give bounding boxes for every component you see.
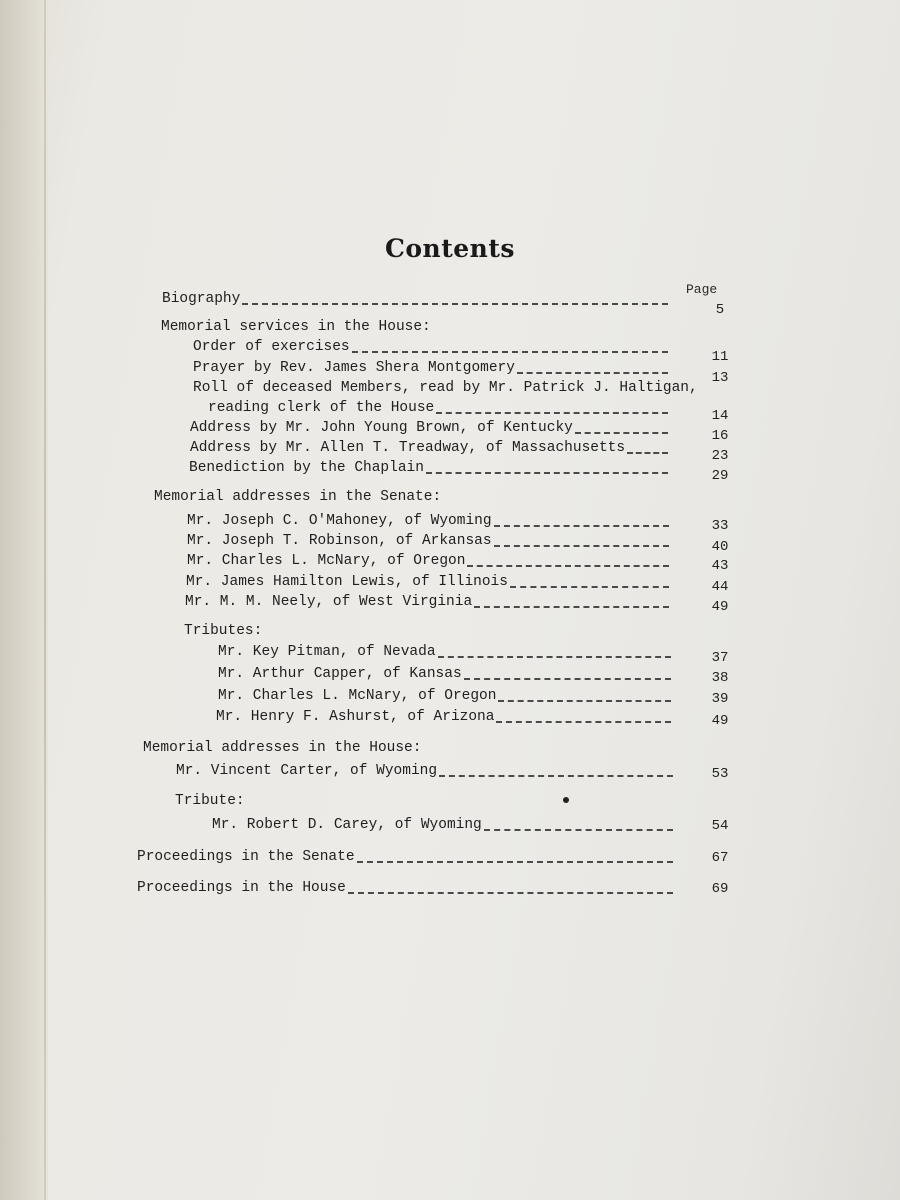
dot-leader <box>426 470 668 474</box>
toc-page-number: 40 <box>711 539 729 555</box>
toc-entry-address-brown <box>190 418 674 438</box>
toc-entry-label: reading clerk of the House <box>208 400 435 416</box>
toc-entry-order-of-exercises <box>193 337 674 357</box>
dot-leader <box>438 654 671 658</box>
dot-leader <box>494 543 669 547</box>
dot-leader <box>484 827 673 831</box>
toc-page-number: 53 <box>711 766 729 782</box>
toc-entry-label: Mr. Henry F. Ashurst, of Arizona <box>216 709 495 725</box>
toc-entry-label: Address by Mr. John Young Brown, of Kentucky <box>190 420 573 436</box>
toc-entry-capper <box>218 664 677 684</box>
toc-page-number: 37 <box>711 650 729 666</box>
toc-page-number: 38 <box>711 670 729 686</box>
toc-entry-label: Mr. Robert D. Carey, of Wyoming <box>212 817 482 833</box>
dot-leader <box>627 450 668 454</box>
toc-entry-label: Mr. Joseph C. O'Mahoney, of Wyoming <box>187 513 492 529</box>
section-heading-senate-addresses: Memorial addresses in the Senate: <box>154 489 442 505</box>
dot-leader <box>494 523 669 527</box>
toc-page-number: 14 <box>711 408 729 424</box>
toc-entry-label: Biography <box>162 291 241 307</box>
toc-entry-benediction <box>189 458 674 478</box>
toc-page-number: 33 <box>711 518 729 534</box>
section-heading-tributes: Tributes: <box>184 623 263 639</box>
book-gutter <box>0 0 48 1200</box>
dot-leader <box>517 370 668 374</box>
toc-entry-robinson <box>187 531 675 551</box>
toc-entry-label: Order of exercises <box>193 339 350 355</box>
toc-entry-label: Proceedings in the House <box>137 880 346 896</box>
toc-entry-prayer <box>193 358 674 378</box>
toc-page-number: 39 <box>711 691 729 707</box>
toc-entry-label: Mr. M. M. Neely, of West Virginia <box>185 594 473 610</box>
toc-entry-carey <box>212 815 679 835</box>
toc-entry-label: Benediction by the Chaplain <box>189 460 424 476</box>
toc-page-number: 54 <box>711 818 729 834</box>
toc-entry-roll-of-members <box>208 398 674 418</box>
toc-page-number: 69 <box>711 881 729 897</box>
dot-leader <box>242 301 668 305</box>
ink-mark <box>563 797 569 803</box>
toc-entry-mcnary-tribute <box>218 686 677 706</box>
toc-entry-label: Mr. Arthur Capper, of Kansas <box>218 666 462 682</box>
dot-leader <box>575 430 668 434</box>
toc-entry-label: Address by Mr. Allen T. Treadway, of Massachusetts <box>190 440 626 456</box>
toc-entry-proceedings-senate <box>137 847 679 867</box>
toc-page-number: 49 <box>711 599 729 615</box>
dot-leader <box>474 604 669 608</box>
dot-leader <box>496 719 671 723</box>
toc-entry-biography <box>162 289 674 309</box>
section-heading-tribute: Tribute: <box>175 793 245 809</box>
toc-entry-label: Mr. Key Pitman, of Nevada <box>218 644 436 660</box>
dot-leader <box>348 890 673 894</box>
page-fold-line <box>44 0 46 1200</box>
toc-entry-label: Mr. Vincent Carter, of Wyoming <box>176 763 438 779</box>
toc-entry-proceedings-house <box>137 878 679 898</box>
contents-title: Contents <box>384 234 515 263</box>
dot-leader <box>467 563 669 567</box>
toc-page-number: 67 <box>711 850 729 866</box>
toc-entry-label: Mr. Joseph T. Robinson, of Arkansas <box>187 533 492 549</box>
section-heading-house-addresses: Memorial addresses in the House: <box>143 740 422 756</box>
dot-leader <box>464 676 671 680</box>
toc-page-number: 23 <box>711 448 729 464</box>
toc-entry-label: Proceedings in the Senate <box>137 849 355 865</box>
dot-leader <box>352 349 668 353</box>
toc-entry-address-treadway <box>190 438 674 458</box>
dot-leader <box>436 410 668 414</box>
dot-leader <box>510 584 669 588</box>
toc-page-number: 5 <box>715 302 725 318</box>
toc-entry-roll-line1: Roll of deceased Members, read by Mr. Patrick J. Haltigan, <box>193 380 698 396</box>
section-heading-house-services: Memorial services in the House: <box>161 319 431 335</box>
toc-entry-omahoney <box>187 511 675 531</box>
toc-entry-carter <box>176 761 679 781</box>
toc-page-number: 49 <box>711 713 729 729</box>
toc-page-number: 29 <box>711 468 729 484</box>
toc-entry-mcnary-address <box>187 551 675 571</box>
toc-entry-neely <box>185 592 675 612</box>
page-column-label: Page <box>686 282 718 297</box>
toc-entry-label: Mr. James Hamilton Lewis, of Illinois <box>186 574 508 590</box>
toc-entry-pitman <box>218 642 677 662</box>
toc-page-number: 43 <box>711 558 729 574</box>
toc-page-number: 11 <box>711 349 729 365</box>
toc-entry-lewis <box>186 572 675 592</box>
dot-leader <box>357 859 673 863</box>
toc-entry-label: Prayer by Rev. James Shera Montgomery <box>193 360 515 376</box>
toc-page-number: 44 <box>711 579 729 595</box>
dot-leader <box>439 773 673 777</box>
toc-page-number: 13 <box>711 370 729 386</box>
dot-leader <box>498 698 671 702</box>
toc-entry-label: Mr. Charles L. McNary, of Oregon <box>218 688 497 704</box>
toc-entry-label: Mr. Charles L. McNary, of Oregon <box>187 553 466 569</box>
toc-entry-ashurst <box>216 707 677 727</box>
toc-page-number: 16 <box>711 428 729 444</box>
